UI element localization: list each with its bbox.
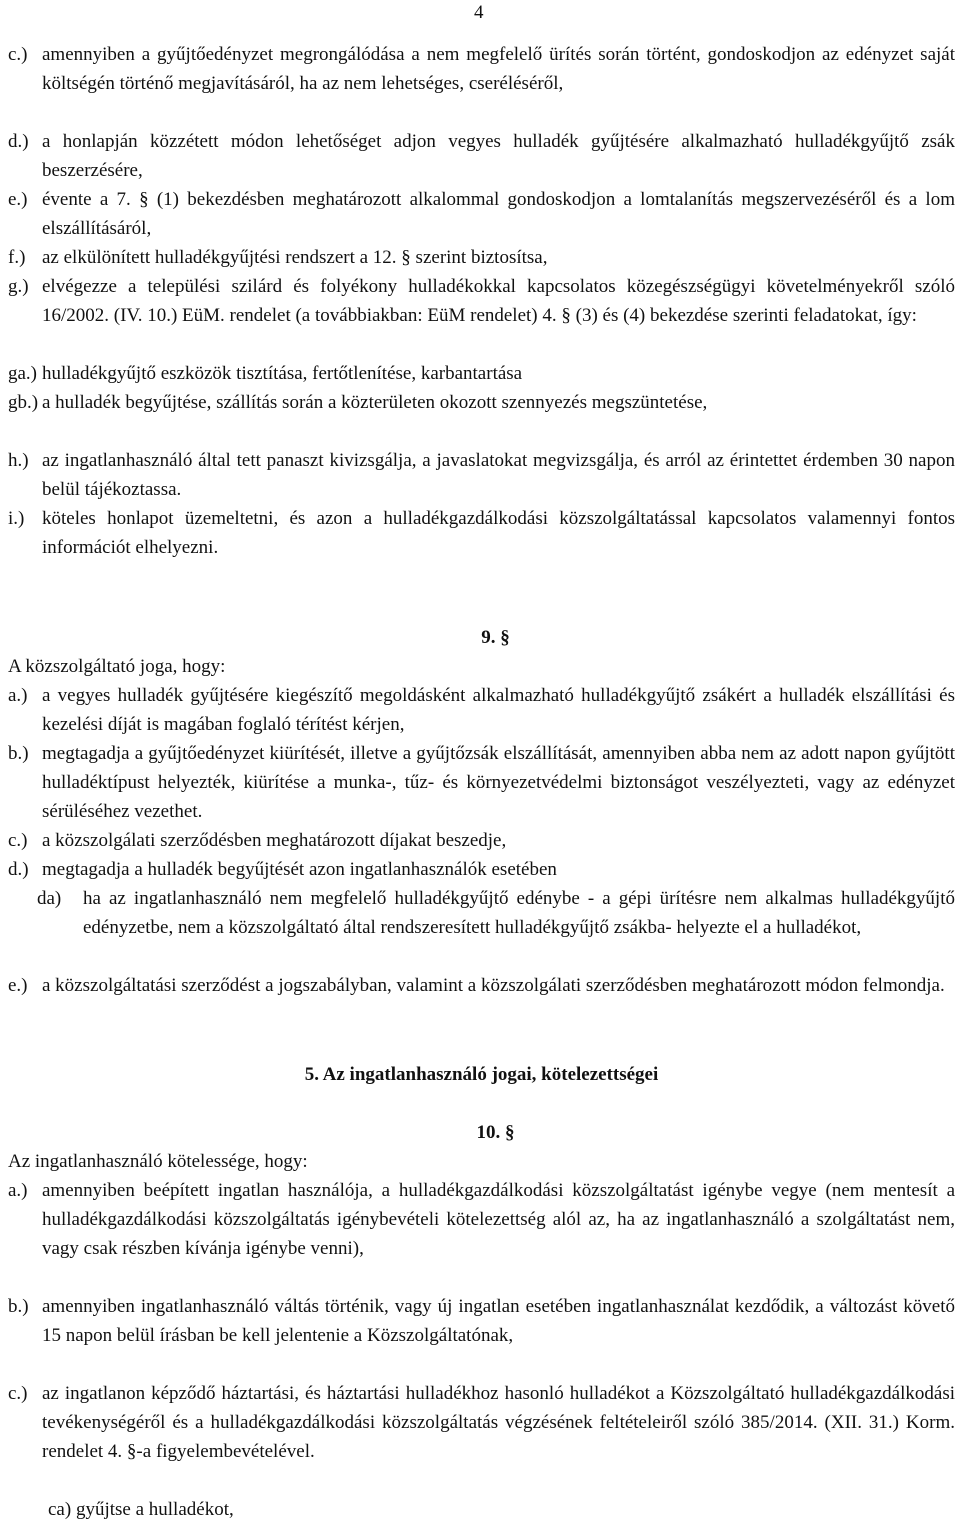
item-text: amennyiben beépített ingatlan használója, a hulladékgazdálkodási közszolgáltatást igénybe vegye (nem mentesít a hulladékgazdálkodási közszolgáltatás igénybevételi kötelezettség alól az, ha az ingatlanhasználó a szolgáltatást nem, vagy csak részben kívánja igénybe venni), <box>42 1180 955 1259</box>
item-text: hulladékgyűjtő eszközök tisztítása, fertőtlenítése, karbantartása <box>42 363 523 384</box>
list-item-d <box>8 855 955 884</box>
list-item-f <box>8 243 955 272</box>
item-text: a honlapján közzétett módon lehetőséget adjon vegyes hulladék gyűjtésére alkalmazható hulladékgyűjtő zsák beszerzésére, <box>42 131 955 181</box>
list-item-e <box>8 185 955 243</box>
item-label: i.) <box>8 508 25 529</box>
list-item-c <box>8 826 955 855</box>
item-text: gyűjtse a hulladékot, <box>75 1499 234 1520</box>
item-label: a.) <box>8 685 28 706</box>
item-text: elvégezze a települési szilárd és folyékony hulladékokkal kapcsolatos közegészségügyi követelményekről szóló 16/2002. (IV. 10.) EüM. rendelet (a továbbiakban: EüM rendelet) 4. § (3) és (4) bekezdése szerinti feladatokat, így: <box>42 276 955 326</box>
chapter-heading: 5. Az ingatlanhasználó jogai, kötelezettségei <box>304 1064 659 1085</box>
section-number: 10. § <box>476 1122 515 1143</box>
item-label: f.) <box>8 247 26 268</box>
item-text: a hulladék begyűjtése, szállítás során a közterületen okozott szennyezés megszüntetése, <box>42 392 708 413</box>
item-label: c.) <box>8 1383 28 1404</box>
item-text: az ingatlanhasználó által tett panaszt kivizsgálja, a javaslatokat megvizsgálja, és arról az érintettet érdemben 30 napon belül tájékoztassa. <box>42 450 955 500</box>
list-item-da <box>8 884 955 971</box>
item-text: a vegyes hulladék gyűjtésére kiegészítő megoldásként alkalmazható hulladékgyűjtő zsákért a hulladék elszállítási és kezelési díját is magában foglaló térítést kérjen, <box>42 685 955 735</box>
item-text: ha az ingatlanhasználó nem megfelelő hulladékgyűjtő edénybe - a gépi ürítésre nem alkalmas hulladékgyűjtő edényzetbe, nem a közszolgáltató által rendszeresített hulladékgyűjtő zsákba- helyezte el a hulladékot, <box>83 888 955 938</box>
list-item-ga <box>8 359 955 388</box>
section-9 <box>8 623 955 1029</box>
item-text: az ingatlanon képződő háztartási, és háztartási hulladékhoz hasonló hulladékot a Közszolgáltató hulladékgazdálkodási tevékenységéről és a hulladékgazdálkodási közszolgáltatás végzésének feltételeiről szóló 385/2014. (XII. 31.) Korm. rendelet 4. §-a figyelembevételével. <box>42 1383 955 1462</box>
item-text: évente a 7. § (1) bekezdésben meghatározott alkalommal gondoskodjon a lomtalanítás megszervezéséről és a lom elszállításáról, <box>42 189 955 239</box>
section-intro: A közszolgáltató joga, hogy: <box>8 656 226 677</box>
item-text: a közszolgálati szerződésben meghatározott díjakat beszedje, <box>42 830 507 851</box>
item-label: d.) <box>8 859 29 880</box>
item-label: gb.) <box>8 392 39 413</box>
list-item-b <box>8 1292 955 1379</box>
item-label: ga.) <box>8 363 38 384</box>
list-item-h <box>8 446 955 504</box>
item-text: megtagadja a gyűjtőedényzet kiürítését, illetve a gyűjtőzsák elszállítását, amennyiben abba nem az adott napon gyűjtött hulladéktípust helyezték, kiürítése a munka-, tűz- és környezetvédelmi biztonságot veszélyezteti, vagy az edényzet sérüléséhez vezethet. <box>42 743 955 822</box>
list-item-g <box>8 272 955 359</box>
obligations-list <box>8 40 955 562</box>
list-item-d <box>8 127 955 185</box>
item-text: a közszolgáltatási szerződést a jogszabályban, valamint a közszolgálati szerződésben meghatározott módon felmondja. <box>42 975 945 996</box>
item-label: e.) <box>8 189 28 210</box>
list-item-i <box>8 504 955 562</box>
list-item-ca <box>8 1495 955 1524</box>
item-label: a.) <box>8 1180 28 1201</box>
item-label: e.) <box>8 975 28 996</box>
item-label: ca) <box>48 1499 72 1520</box>
list-item-c <box>8 1379 955 1495</box>
item-text: az elkülönített hulladékgyűjtési rendszert a 12. § szerint biztosítsa, <box>42 247 548 268</box>
list-item-c <box>8 40 955 127</box>
item-text: amennyiben ingatlanhasználó váltás történik, vagy új ingatlan esetében ingatlanhasználat kezdődik, a változást követő 15 napon belül írásban be kell jelentenie a Közszolgáltatónak, <box>42 1296 955 1346</box>
item-label: c.) <box>8 830 28 851</box>
item-label: h.) <box>8 450 29 471</box>
page-number: 4 <box>474 2 484 23</box>
chapter-5 <box>8 1060 955 1089</box>
item-label: d.) <box>8 131 29 152</box>
list-item-gb <box>8 388 955 446</box>
list-item-a <box>8 1176 955 1292</box>
list-item-b <box>8 739 955 826</box>
section-number: 9. § <box>481 627 510 648</box>
section-10 <box>8 1118 955 1524</box>
item-label: c.) <box>8 44 28 65</box>
list-item-e <box>8 971 955 1029</box>
item-label: b.) <box>8 1296 29 1317</box>
item-text: megtagadja a hulladék begyűjtését azon ingatlanhasználók esetében <box>42 859 557 880</box>
item-text: köteles honlapot üzemeltetni, és azon a hulladékgazdálkodási közszolgáltatással kapcsolatos valamennyi fontos információt elhelyezni. <box>42 508 955 558</box>
item-label: g.) <box>8 276 29 297</box>
item-label: da) <box>37 888 62 909</box>
item-text: amennyiben a gyűjtőedényzet megrongálódása a nem megfelelő ürítés során történt, gondoskodjon az edényzet saját költségén történő megjavításáról, ha az nem lehetséges, cseréléséről, <box>42 44 955 94</box>
item-label: b.) <box>8 743 29 764</box>
list-item-a <box>8 681 955 739</box>
section-intro: Az ingatlanhasználó kötelessége, hogy: <box>8 1151 308 1172</box>
